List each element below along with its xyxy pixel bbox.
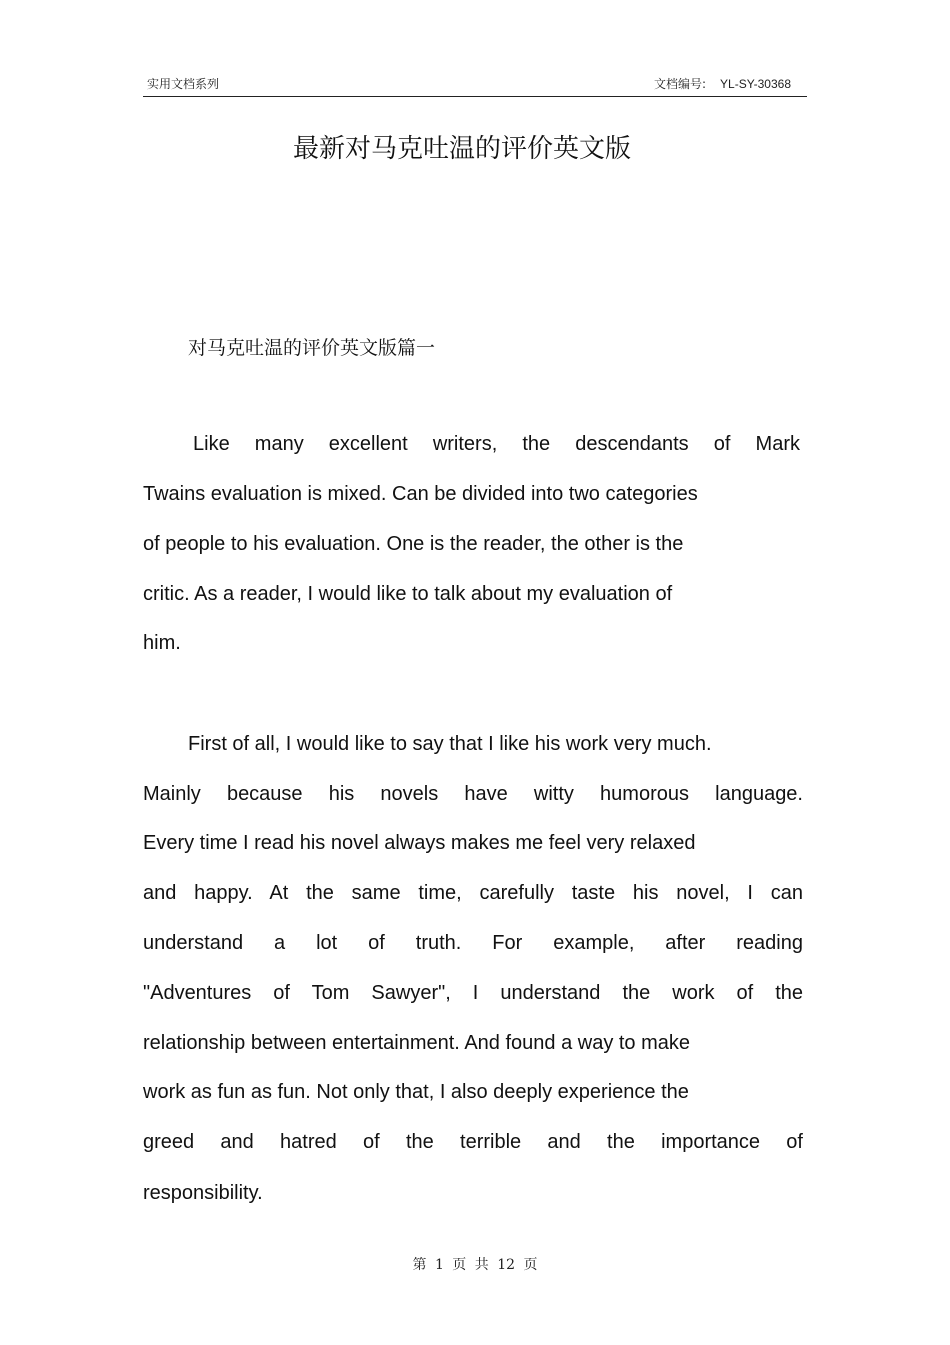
- paragraph-1-line-3: of people to his evaluation. One is the reader, the other is the: [143, 533, 684, 555]
- paragraph-2-line-7: relationship between entertainment. And found a way to make: [143, 1032, 691, 1054]
- paragraph-1-line-4: critic. As a reader, I would like to talk about my evaluation of: [143, 583, 673, 605]
- header-series-label: 实用文档系列: [147, 77, 220, 91]
- header-doc-number-label: 文档编号:: [654, 77, 707, 91]
- paragraph-2-line-2: Mainly because his novels have witty humorous language.: [143, 783, 803, 805]
- paragraph-1-line-5: him.: [143, 632, 181, 654]
- paragraph-2-line-1: First of all, I would like to say that I like his work very much.: [188, 733, 712, 755]
- paragraph-2-line-6: "Adventures of Tom Sawyer", I understand the work of the: [143, 982, 803, 1004]
- paragraph-2-line-10: responsibility.: [143, 1182, 263, 1204]
- page-footer: 第 1 页 共 12 页: [412, 1257, 538, 1273]
- paragraph-2-line-3: Every time I read his novel always makes me feel very relaxed: [143, 832, 696, 854]
- paragraph-2-line-5: understand a lot of truth. For example, after reading: [143, 932, 803, 954]
- header-doc-number: [654, 75, 791, 92]
- paragraph-1-line-1: Like many excellent writers, the descendants of Mark: [193, 433, 800, 455]
- paragraph-2-line-9: greed and hatred of the terrible and the importance of: [143, 1131, 803, 1153]
- document-title: 最新对马克吐温的评价英文版: [292, 134, 631, 164]
- section-heading: 对马克吐温的评价英文版篇一: [188, 337, 436, 359]
- paragraph-1-line-2: Twains evaluation is mixed. Can be divided into two categories: [143, 483, 698, 505]
- paragraph-2-line-4: and happy. At the same time, carefully taste his novel, I can: [143, 882, 803, 904]
- page-header: [143, 72, 807, 97]
- header-doc-number-code: YL-SY-30368: [720, 77, 791, 91]
- paragraph-2-line-8: work as fun as fun. Not only that, I also deeply experience the: [143, 1081, 689, 1103]
